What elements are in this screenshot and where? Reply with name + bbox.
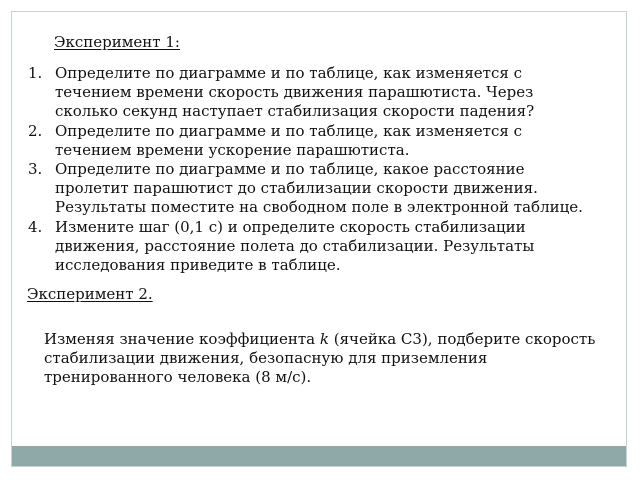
task-number: 2. [28,121,43,140]
task-item-1 [28,64,588,121]
task-number: 3. [28,160,43,178]
coefficient-symbol: k [319,330,329,348]
task-item-2 [28,122,588,160]
task-text: Измените шаг (0,1 с) и определите скорость стабилизации движения, расстояние полета до стабилизации. Результаты исследования приведите в таблице. [55,217,535,274]
experiment-2-paragraph [44,330,614,387]
task-text: Определите по диаграмме и по таблице, как изменяется с течением времени ускорение парашютиста. [55,121,522,159]
bottom-band [12,446,626,466]
experiment-1-heading: Эксперимент 1: [54,33,180,51]
task-list [28,64,588,275]
experiment-2-heading: Эксперимент 2. [27,285,153,303]
task-number: 4. [28,217,43,236]
task-item-3 [28,160,588,217]
task-text: Определите по диаграмме и по таблице, как изменяется с течением времени скорость движения парашютиста. Через сколько секунд наступает стабилизация скорости падения? [55,64,535,120]
paragraph-text-start: Изменяя значение коэффициента [44,330,320,348]
task-number: 1. [28,64,43,82]
paragraph-text-end: (ячейка С3), подберите скорость стабилизации движения, безопасную для приземления тренированного человека (8 м/с). [44,330,596,386]
task-text: Определите по диаграмме и по таблице, какое расстояние пролетит парашютист до стабилизации скорости движения. Результаты поместите на свободном поле в электронной таблице. [55,160,583,216]
task-item-4 [28,218,588,275]
